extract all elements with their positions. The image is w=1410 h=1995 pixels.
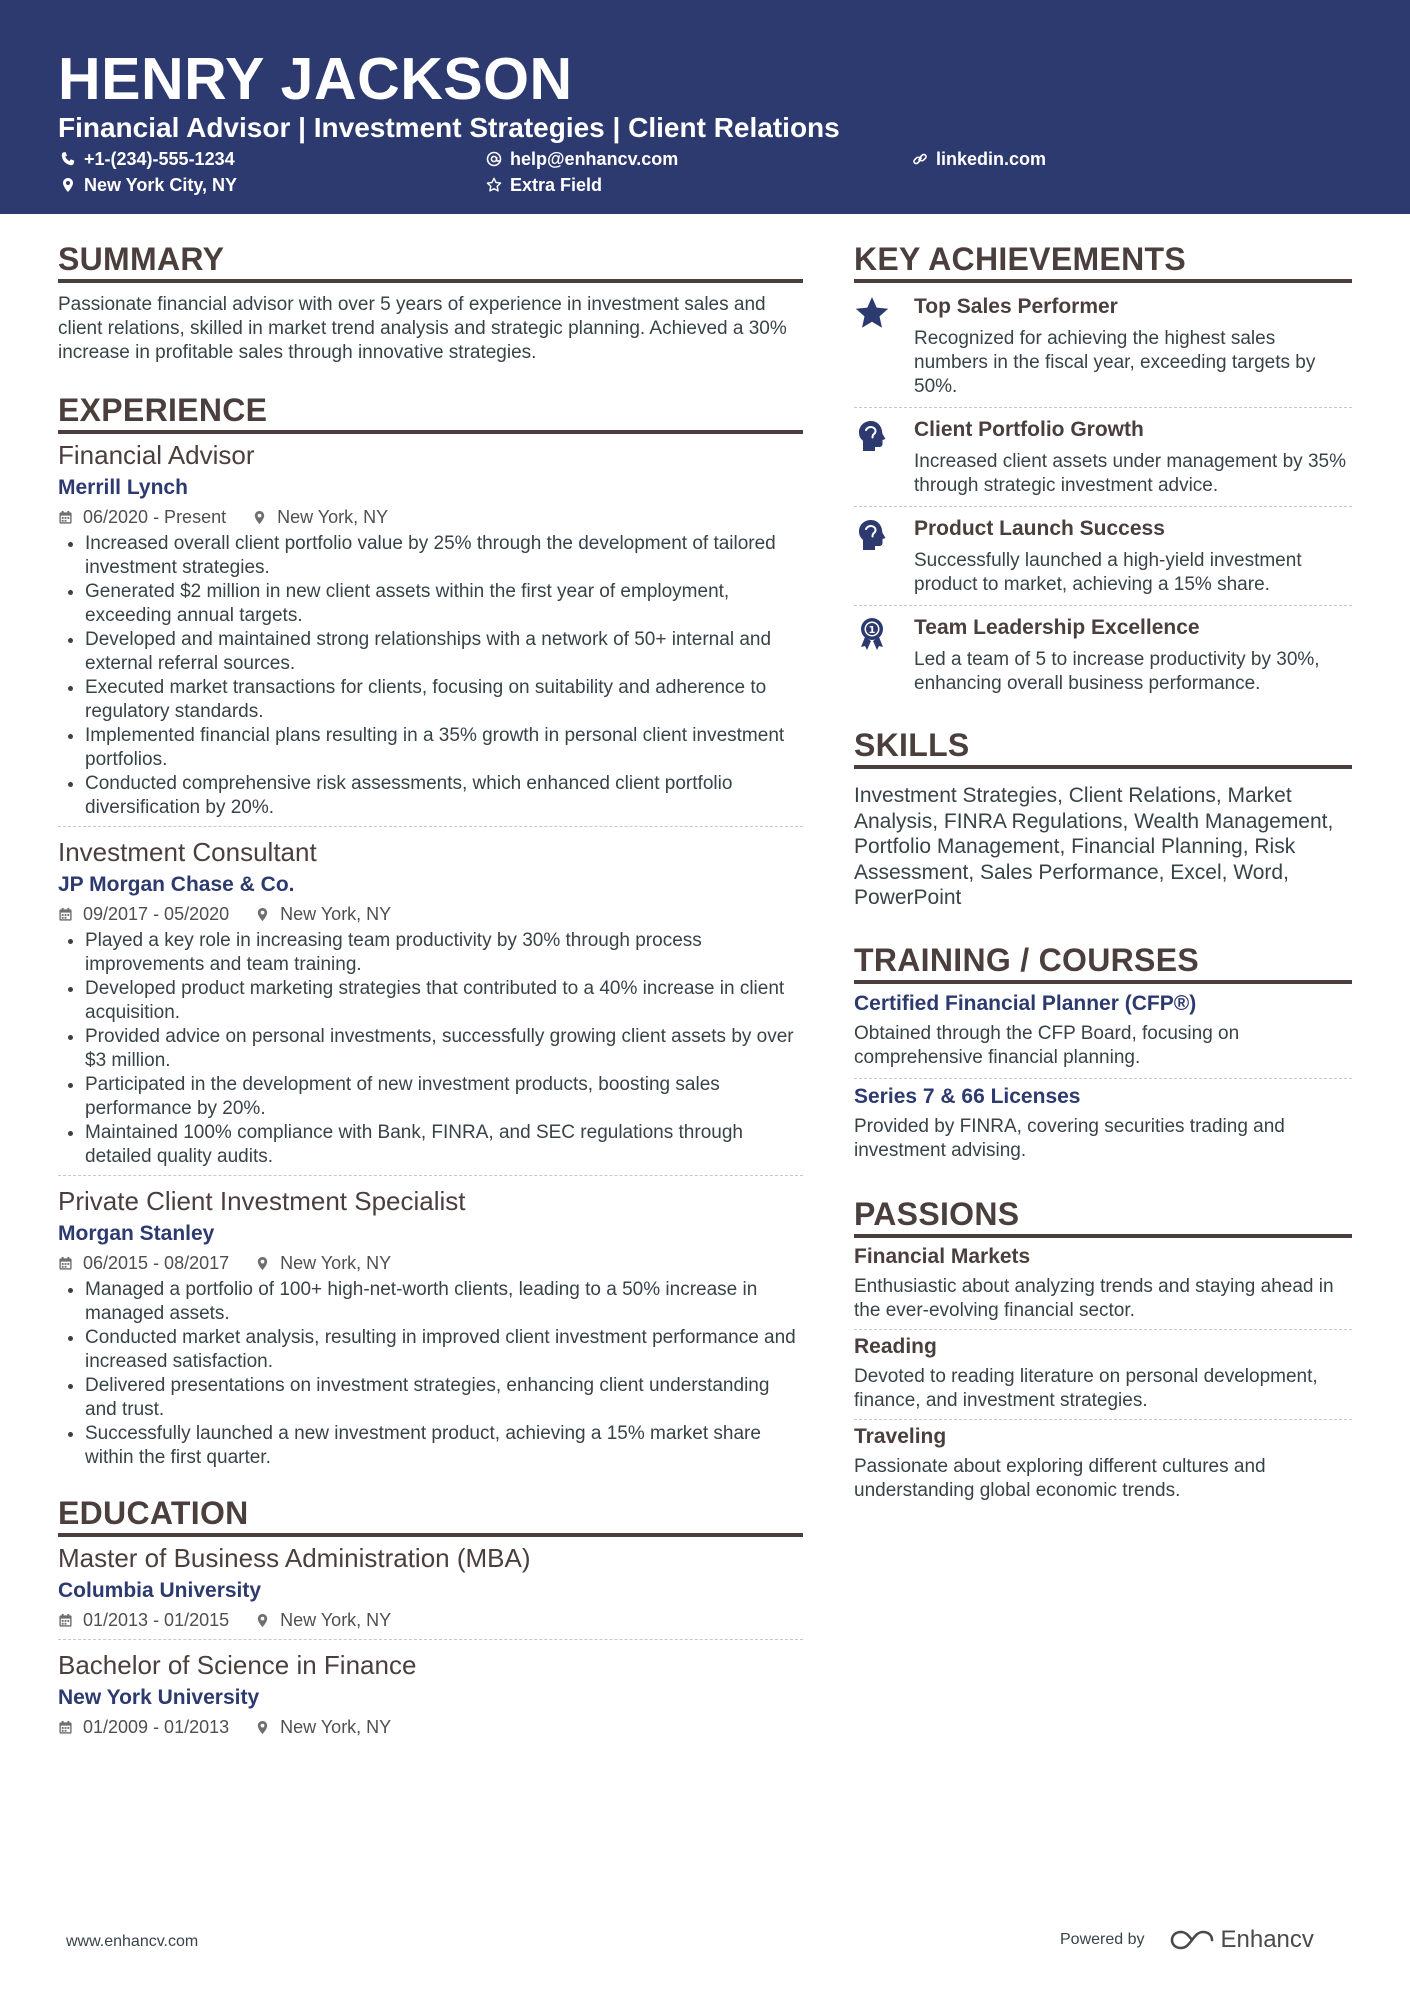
achievement-desc: Successfully launched a high-yield investment product to market, achieving a 15% share. [914, 550, 1302, 595]
job-bullet: • Participated in the development of new investment products, boosting sales performance by 20%. [85, 1073, 803, 1121]
location-pin-icon [252, 510, 267, 525]
experience-item [58, 1184, 803, 1476]
education-dates: 01/2013 - 01/2015 [58, 1607, 229, 1633]
job-location: New York, NY [255, 1250, 391, 1276]
achievement-item [854, 285, 1352, 408]
achievement-desc: Led a team of 5 to increase productivity by 30%, enhancing overall business performance. [914, 649, 1320, 694]
job-bullet: • Managed a portfolio of 100+ high-net-worth clients, leading to a 50% increase in managed assets. [85, 1278, 803, 1326]
job-bullet: • Implemented financial plans resulting in a 35% growth in personal client investment portfolios. [85, 724, 803, 772]
job-location: New York, NY [252, 504, 388, 530]
job-dates: 09/2017 - 05/2020 [58, 901, 229, 927]
calendar-icon [58, 1613, 73, 1628]
company-name: Morgan Stanley [58, 1222, 215, 1245]
location-pin-icon [255, 1720, 270, 1735]
passion-title: Traveling [854, 1424, 947, 1448]
achievement-desc: Increased client assets under management by 35% through strategic investment advice. [914, 451, 1346, 496]
award-icon [854, 612, 914, 696]
achievement-desc: Recognized for achieving the highest sales numbers in the fiscal year, exceeding targets by 50%. [914, 328, 1316, 397]
skills-text: Investment Strategies, Client Relations, Market Analysis, FINRA Regulations, Wealth Management, Portfolio Management, Financial Planning, Risk Assessment, Sales Performance, Excel, Word, PowerPoint [854, 784, 1334, 909]
job-bullet: • Conducted market analysis, resulting in improved client investment performance and increased satisfaction. [85, 1326, 803, 1374]
job-dates: 06/2020 - Present [58, 504, 226, 530]
head-icon [854, 414, 914, 498]
summary-section [58, 240, 803, 365]
brand-logo [1169, 1926, 1314, 1954]
experience-item [58, 835, 803, 1176]
job-meta [58, 901, 803, 927]
job-bullets [58, 1278, 803, 1470]
powered-by-label: Powered by [1060, 1931, 1145, 1948]
contact-location [60, 173, 237, 197]
experience-item [58, 438, 803, 827]
achievement-title: Product Launch Success [914, 517, 1165, 540]
achievement-title: Client Portfolio Growth [914, 418, 1144, 441]
star-icon [854, 291, 914, 399]
passion-item [854, 1330, 1352, 1420]
location-pin-icon [255, 1613, 270, 1628]
skills-section [854, 726, 1352, 911]
resume-header [0, 0, 1410, 214]
passion-title: Financial Markets [854, 1244, 1031, 1268]
enhancv-logo-icon [1169, 1928, 1215, 1952]
education-item [58, 1541, 803, 1640]
achievement-item [854, 606, 1352, 704]
course-item [854, 986, 1352, 1079]
candidate-headline: Financial Advisor | Investment Strategies | Client Relations [58, 112, 840, 143]
candidate-name: HENRY JACKSON [58, 46, 573, 112]
contact-extra [486, 173, 602, 197]
job-location: New York, NY [255, 901, 391, 927]
achievement-item [854, 507, 1352, 606]
job-bullet: • Developed and maintained strong relationships with a network of 50+ internal and external referral sources. [85, 628, 803, 676]
star-outline-icon [486, 177, 502, 193]
summary-text: Passionate financial advisor with over 5 years of experience in investment sales and client relations, skilled in market trend analysis and strategic planning. Achieved a 30% increase in profitable sales through innovative strategies. [58, 294, 787, 363]
job-bullet: • Maintained 100% compliance with Bank, FINRA, and SEC regulations through detailed quality audits. [85, 1121, 803, 1169]
job-bullet: • Conducted comprehensive risk assessments, which enhanced client portfolio diversification by 20%. [85, 772, 803, 820]
calendar-icon [58, 907, 73, 922]
location-pin-icon [255, 907, 270, 922]
passion-desc: Passionate about exploring different cultures and understanding global economic trends. [854, 1455, 1266, 1501]
education-location: New York, NY [255, 1607, 391, 1633]
training-heading: TRAINING / COURSES [854, 941, 1352, 984]
experience-section [58, 391, 803, 1476]
location-pin-icon [255, 1256, 270, 1271]
job-title: Financial Advisor [58, 440, 255, 470]
education-dates: 01/2009 - 01/2013 [58, 1714, 229, 1740]
passion-item [854, 1240, 1352, 1330]
passion-desc: Devoted to reading literature on personal development, finance, and investment strategies. [854, 1365, 1318, 1411]
job-bullets [58, 532, 803, 820]
job-bullet: • Provided advice on personal investments, successfully growing client assets by over $3 million. [85, 1025, 803, 1073]
job-dates: 06/2015 - 08/2017 [58, 1250, 229, 1276]
job-bullet: • Played a key role in increasing team productivity by 30% through process improvements and team training. [85, 929, 803, 977]
contact-location-text: New York City, NY [84, 175, 238, 195]
location-pin-icon [60, 177, 76, 193]
course-title: Series 7 & 66 Licenses [854, 1084, 1081, 1108]
job-meta [58, 1250, 803, 1276]
job-bullets [58, 929, 803, 1169]
education-heading: EDUCATION [58, 1494, 803, 1537]
contact-linkedin-text: linkedin.com [936, 149, 1047, 169]
course-desc: Provided by FINRA, covering securities trading and investment advising. [854, 1115, 1285, 1161]
passion-title: Reading [854, 1334, 937, 1358]
company-name: JP Morgan Chase & Co. [58, 873, 295, 896]
right-column [854, 240, 1352, 1509]
calendar-icon [58, 510, 73, 525]
job-meta [58, 504, 803, 530]
passions-section [854, 1195, 1352, 1509]
education-item [58, 1648, 803, 1746]
course-title: Certified Financial Planner (CFP®) [854, 991, 1197, 1015]
summary-heading: SUMMARY [58, 240, 803, 283]
skills-heading: SKILLS [854, 726, 1352, 769]
job-bullet: • Developed product marketing strategies that contributed to a 40% increase in client acquisition. [85, 977, 803, 1025]
degree-title: Master of Business Administration (MBA) [58, 1543, 531, 1573]
achievements-section [854, 240, 1352, 704]
education-meta [58, 1714, 803, 1740]
contact-email[interactable] [486, 147, 678, 171]
school-name: Columbia University [58, 1579, 262, 1602]
achievements-heading: KEY ACHIEVEMENTS [854, 240, 1352, 283]
job-bullet: • Delivered presentations on investment strategies, enhancing client understanding and trust. [85, 1374, 803, 1422]
passions-heading: PASSIONS [854, 1195, 1352, 1238]
job-bullet: • Increased overall client portfolio value by 25% through the development of tailored investment strategies. [85, 532, 803, 580]
calendar-icon [58, 1720, 73, 1735]
achievement-item [854, 408, 1352, 507]
contact-email-text: help@enhancv.com [510, 149, 679, 169]
course-item [854, 1079, 1352, 1171]
job-bullet: • Generated $2 million in new client assets within the first year of employment, exceeding annual targets. [85, 580, 803, 628]
at-icon [486, 151, 502, 167]
degree-title: Bachelor of Science in Finance [58, 1650, 417, 1680]
contact-extra-text: Extra Field [510, 175, 603, 195]
contact-phone[interactable] [60, 147, 235, 171]
link-icon [912, 151, 928, 167]
experience-heading: EXPERIENCE [58, 391, 803, 434]
achievement-title: Top Sales Performer [914, 295, 1118, 318]
job-bullet: • Executed market transactions for clients, focusing on suitability and adherence to regulatory standards. [85, 676, 803, 724]
job-bullet: • Successfully launched a new investment product, achieving a 15% market share within the first quarter. [85, 1422, 803, 1470]
left-column [58, 240, 803, 1754]
school-name: New York University [58, 1686, 260, 1709]
contact-linkedin[interactable] [912, 147, 1046, 171]
phone-icon [60, 151, 76, 167]
company-name: Merrill Lynch [58, 476, 188, 499]
job-title: Investment Consultant [58, 837, 317, 867]
footer-branding[interactable] [1060, 1926, 1314, 1954]
head-icon [854, 513, 914, 597]
passion-item [854, 1420, 1352, 1509]
achievement-title: Team Leadership Excellence [914, 616, 1200, 639]
svg-text:1: 1 [868, 625, 876, 636]
passion-desc: Enthusiastic about analyzing trends and staying ahead in the ever-evolving financial sector. [854, 1275, 1334, 1321]
job-title: Private Client Investment Specialist [58, 1186, 466, 1216]
contact-phone-text: +1-(234)-555-1234 [84, 149, 235, 169]
education-section [58, 1494, 803, 1746]
footer-website[interactable]: www.enhancv.com [66, 1933, 199, 1950]
education-meta [58, 1607, 803, 1633]
training-section [854, 941, 1352, 1171]
education-location: New York, NY [255, 1714, 391, 1740]
calendar-icon [58, 1256, 73, 1271]
course-desc: Obtained through the CFP Board, focusing on comprehensive financial planning. [854, 1022, 1240, 1068]
brand-name: Enhancv [1220, 1926, 1314, 1953]
